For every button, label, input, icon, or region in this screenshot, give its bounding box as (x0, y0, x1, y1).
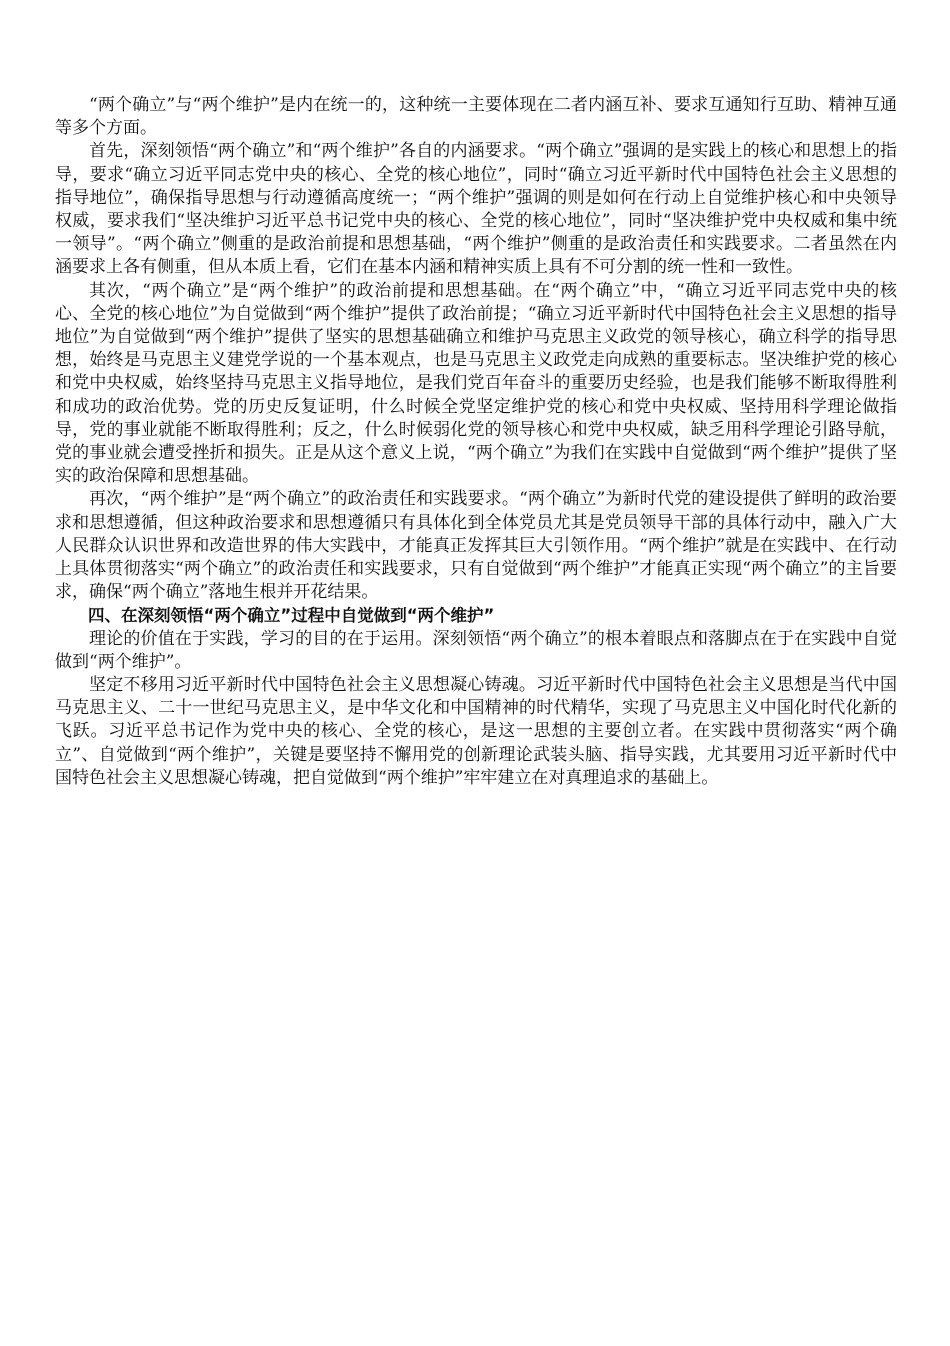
section-heading: 四、在深刻领悟“两个确立”过程中自觉做到“两个维护” (88, 606, 495, 626)
paragraph-first: 首先，深刻领悟“两个确立”和“两个维护”各自的内涵要求。“两个确立”强调的是实践上的核心和思想上的指导，要求“确立习近平同志党中央的核心、全党的核心地位”，同时“确立习近平新时代中国特色社会主义思想的指导地位”，确保指导思想与行动遵循高度统一；“两个维护”强调的则是如何在行动上自觉维护核心和中央领导权威，要求我们“坚决维护习近平总书记党中央的核心、全党的核心地位”，同时“坚决维护党中央权威和集中统一领导”。“两个确立”侧重的是政治前提和思想基础，“两个维护”侧重的是政治责任和实践要求。二者虽然在内涵要求上各有侧重，但从本质上看，它们在基本内涵和精神实质上具有不可分割的统一性和一致性。 (55, 141, 897, 278)
paragraph-second: 其次，“两个确立”是“两个维护”的政治前提和思想基础。在“两个确立”中，“确立习近平同志党中央的核心、全党的核心地位”为自觉做到“两个维护”提供了政治前提；“确立习近平新时代中国特色社会主义思想的指导地位”为自觉做到“两个维护”提供了坚实的思想基础确立和维护马克思主义政党的领导核心，确立科学的指导思想，始终是马克思主义建党学说的一个基本观点，也是马克思主义政党走向成熟的重要标志。坚决维护党的核心和党中央权威，始终坚持马克思主义指导地位，是我们党百年奋斗的重要历史经验，也是我们能够不断取得胜利和成功的政治优势。党的历史反复证明，什么时候全党坚定维护党的核心和党中央权威、坚持用科学理论做指导，党的事业就能不断取得胜利；反之，什么时候弱化党的领导核心和党中央权威，缺乏用科学理论引路导航，党的事业就会遭受挫折和损失。正是从这个意义上说，“两个确立”为我们在实践中自觉做到“两个维护”提供了坚实的政治保障和思想基础。 (55, 280, 897, 487)
paragraph-third: 再次，“两个维护”是“两个确立”的政治责任和实践要求。“两个确立”为新时代党的建设提供了鲜明的政治要求和思想遵循，但这种政治要求和思想遵循只有具体化到全体党员尤其是党员领导干部的具体行动中，融入广大人民群众认识世界和改造世界的伟大实践中，才能真正发挥其巨大引领作用。“两个维护”就是在实践中、在行动上具体贯彻落实“两个确立”的政治责任和实践要求，只有自觉做到“两个维护”才能真正实现“两个确立”的主旨要求，确保“两个确立”落地生根并开花结果。 (55, 489, 897, 603)
paragraph-thought: 坚定不移用习近平新时代中国特色社会主义思想凝心铸魂。习近平新时代中国特色社会主义思想是当代中国马克思主义、二十一世纪马克思主义，是中华文化和中国精神的时代精华，实现了马克思主义中国化时代化新的飞跃。习近平总书记作为党中央的核心、全党的核心，是这一思想的主要创立者。在实践中贯彻落实“两个确立”、自觉做到“两个维护”，关键是要坚持不懈用党的创新理论武装头脑、指导实践，尤其要用习近平新时代中国特色社会主义思想凝心铸魂，把自觉做到“两个维护”牢牢建立在对真理追求的基础上。 (55, 675, 897, 788)
paragraph-intro: “两个确立”与“两个维护”是内在统一的，这种统一主要体现在二者内涵互补、要求互通知行互助、精神互通等多个方面。 (55, 95, 897, 139)
paragraph-theory: 理论的价值在于实践，学习的目的在于运用。深刻领悟“两个确立”的根本着眼点和落脚点在于在实践中自觉做到“两个维护”。 (55, 628, 897, 672)
